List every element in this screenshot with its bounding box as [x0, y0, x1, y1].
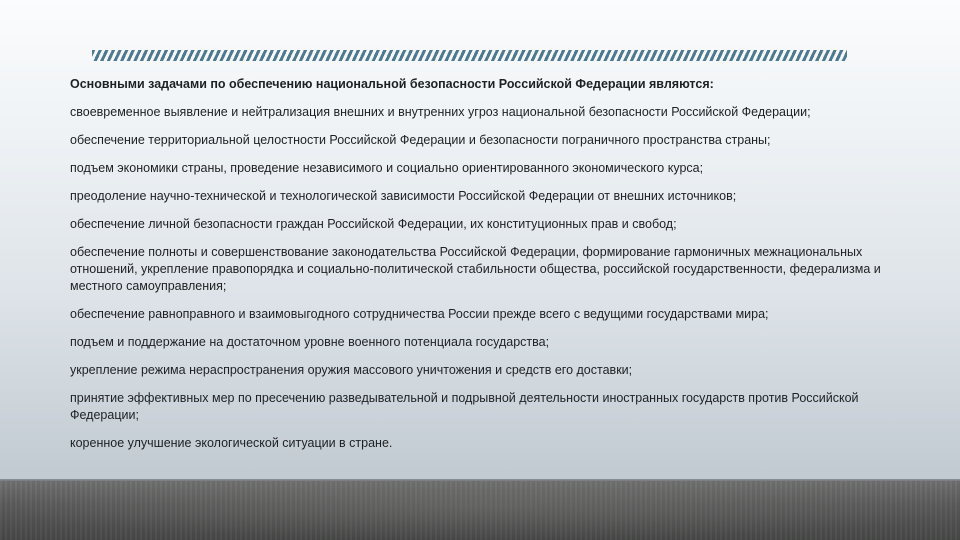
list-item: своевременное выявление и нейтрализация внешних и внутренних угроз национальной безопасности Российской Федерации; — [70, 105, 811, 119]
list-item: преодоление научно-технической и технологической зависимости Российской Федерации от внешних источников; — [70, 189, 737, 203]
floor-background — [0, 481, 960, 540]
slide-heading: Основными задачами по обеспечению национальной безопасности Российской Федерации являются: — [70, 77, 714, 91]
list-item: обеспечение полноты и совершенствование законодательства Российской Федерации, формирование гармоничных межнациональных отношений, укрепление правопорядка и социально-политической стабильности общества, российской государственности, федерализма и местного самоуправления; — [70, 245, 881, 293]
list-item: укрепление режима нераспространения оружия массового уничтожения и средств его доставки; — [70, 363, 633, 377]
list-item: подъем экономики страны, проведение независимого и социально ориентированного экономического курса; — [70, 161, 704, 175]
list-item: коренное улучшение экологической ситуации в стране. — [70, 436, 393, 450]
list-item: обеспечение личной безопасности граждан Российской Федерации, их конституционных прав и свобод; — [70, 217, 677, 231]
slide-content — [70, 76, 900, 463]
list-item: подъем и поддержание на достаточном уровне военного потенциала государства; — [70, 335, 550, 349]
decorative-stripe — [92, 50, 847, 61]
list-item: обеспечение территориальной целостности Российской Федерации и безопасности пограничного пространства страны; — [70, 133, 771, 147]
list-item: принятие эффективных мер по пресечению разведывательной и подрывной деятельности иностранных государств против Российской Федерации; — [70, 391, 859, 422]
list-item: обеспечение равноправного и взаимовыгодного сотрудничества России прежде всего с ведущими государствами мира; — [70, 307, 769, 321]
